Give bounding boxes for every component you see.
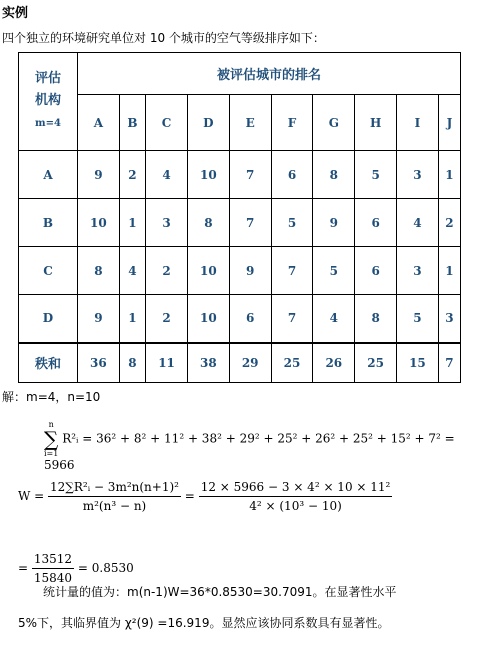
column-header: C	[146, 95, 188, 151]
table-row	[19, 247, 461, 295]
table-cell: 3	[438, 295, 460, 343]
table-cell: 3	[397, 151, 439, 199]
table-cell: 5	[271, 199, 313, 247]
sum-term: R²ᵢ	[62, 431, 79, 446]
column-header: I	[397, 95, 439, 151]
table-cell: 7	[229, 199, 271, 247]
table-cell: 9	[229, 247, 271, 295]
equals-sign: =	[184, 489, 195, 503]
table-cell: 8	[313, 151, 355, 199]
solution-line: 解：m=4，n=10	[2, 390, 101, 404]
equation-w	[18, 480, 392, 513]
w-result-value: = 0.8530	[77, 561, 134, 575]
equals-sign: =	[18, 561, 29, 575]
column-header: G	[313, 95, 355, 151]
table-cell: 7	[271, 295, 313, 343]
table-cell: 9	[78, 151, 120, 199]
sum-cell: 25	[271, 343, 313, 383]
table-cell: 2	[119, 151, 145, 199]
sum-cell: 38	[187, 343, 229, 383]
equation-sum-of-squares	[44, 420, 479, 472]
column-header: E	[229, 95, 271, 151]
table-cell: 1	[119, 295, 145, 343]
w-formula-numerator: 12∑R²ᵢ − 3m²n(n+1)²	[48, 480, 181, 497]
table-row	[19, 295, 461, 343]
table-cell: 6	[355, 247, 397, 295]
group-header: 被评估城市的排名	[78, 53, 461, 95]
conclusion-line-2: 5%下，其临界值为 χ²(9) =16.919。显然应该协同系数具有显著性。	[18, 616, 390, 630]
ranking-table	[18, 52, 461, 383]
column-header-row	[19, 95, 461, 151]
column-header: J	[438, 95, 460, 151]
table-corner-cell	[19, 53, 78, 151]
table-cell: 10	[78, 199, 120, 247]
w-substituted-numerator: 12 × 5966 − 3 × 4² × 10 × 11²	[199, 480, 393, 497]
w-result-fraction	[32, 552, 74, 585]
table-cell: 6	[229, 295, 271, 343]
table-cell: 5	[355, 151, 397, 199]
sum-cell: 11	[146, 343, 188, 383]
corner-line-2: 机构	[34, 93, 61, 108]
corner-line-3: m=4	[35, 118, 61, 129]
w-substituted-fraction	[199, 480, 393, 513]
table-cell: 2	[146, 247, 188, 295]
corner-line-1: 评估	[34, 71, 61, 86]
table-cell: 10	[187, 295, 229, 343]
row-label: A	[19, 151, 78, 199]
row-label: D	[19, 295, 78, 343]
table-cell: 2	[146, 295, 188, 343]
row-label: B	[19, 199, 78, 247]
w-substituted-denominator: 4² × (10³ − 10)	[249, 499, 342, 513]
table-row	[19, 151, 461, 199]
sigma-symbol: n ∑ i=1	[44, 420, 59, 458]
table-cell: 7	[271, 247, 313, 295]
table-cell: 10	[187, 247, 229, 295]
column-header: F	[271, 95, 313, 151]
table-cell: 4	[146, 151, 188, 199]
sum-cell: 8	[119, 343, 145, 383]
table-cell: 5	[313, 247, 355, 295]
table-cell: 6	[355, 199, 397, 247]
table-cell: 5	[397, 295, 439, 343]
sum-label: 秩和	[19, 343, 78, 383]
table-cell: 3	[146, 199, 188, 247]
column-header: A	[78, 95, 120, 151]
heading: 实例	[2, 6, 29, 21]
column-header: H	[355, 95, 397, 151]
table-cell: 9	[313, 199, 355, 247]
table-cell: 4	[397, 199, 439, 247]
sum-cell: 25	[355, 343, 397, 383]
w-formula-fraction	[48, 480, 181, 513]
table-cell: 1	[438, 151, 460, 199]
table-cell: 3	[397, 247, 439, 295]
table-cell: 2	[438, 199, 460, 247]
w-lhs: W =	[18, 489, 45, 503]
column-header: B	[119, 95, 145, 151]
table-cell: 7	[229, 151, 271, 199]
sum-cell: 36	[78, 343, 120, 383]
conclusion-line-1: 统计量的值为：m(n-1)W=36*0.8530=30.7091。在显著性水平	[43, 585, 397, 599]
equation-1-rhs: = 36² + 8² + 11² + 38² + 29² + 25² + 26² + 25² + 15² + 7² = 5966	[44, 431, 455, 472]
row-label: C	[19, 247, 78, 295]
table-cell: 4	[313, 295, 355, 343]
sum-cell: 7	[438, 343, 460, 383]
w-result-denominator: 15840	[33, 571, 73, 585]
sum-cell: 29	[229, 343, 271, 383]
equation-w-result	[18, 552, 134, 585]
table-cell: 4	[119, 247, 145, 295]
intro-text: 四个独立的环境研究单位对 10 个城市的空气等级排序如下：	[2, 31, 325, 45]
table-cell: 8	[187, 199, 229, 247]
sum-cell: 15	[397, 343, 439, 383]
w-formula-denominator: m²(n³ − n)	[82, 499, 147, 513]
table-cell: 8	[78, 247, 120, 295]
table-row	[19, 199, 461, 247]
w-result-numerator: 13512	[32, 552, 74, 569]
column-header: D	[187, 95, 229, 151]
table-cell: 1	[438, 247, 460, 295]
sum-row	[19, 343, 461, 383]
table-cell: 9	[78, 295, 120, 343]
table-cell: 10	[187, 151, 229, 199]
table-cell: 1	[119, 199, 145, 247]
table-cell: 8	[355, 295, 397, 343]
sum-cell: 26	[313, 343, 355, 383]
table-cell: 6	[271, 151, 313, 199]
